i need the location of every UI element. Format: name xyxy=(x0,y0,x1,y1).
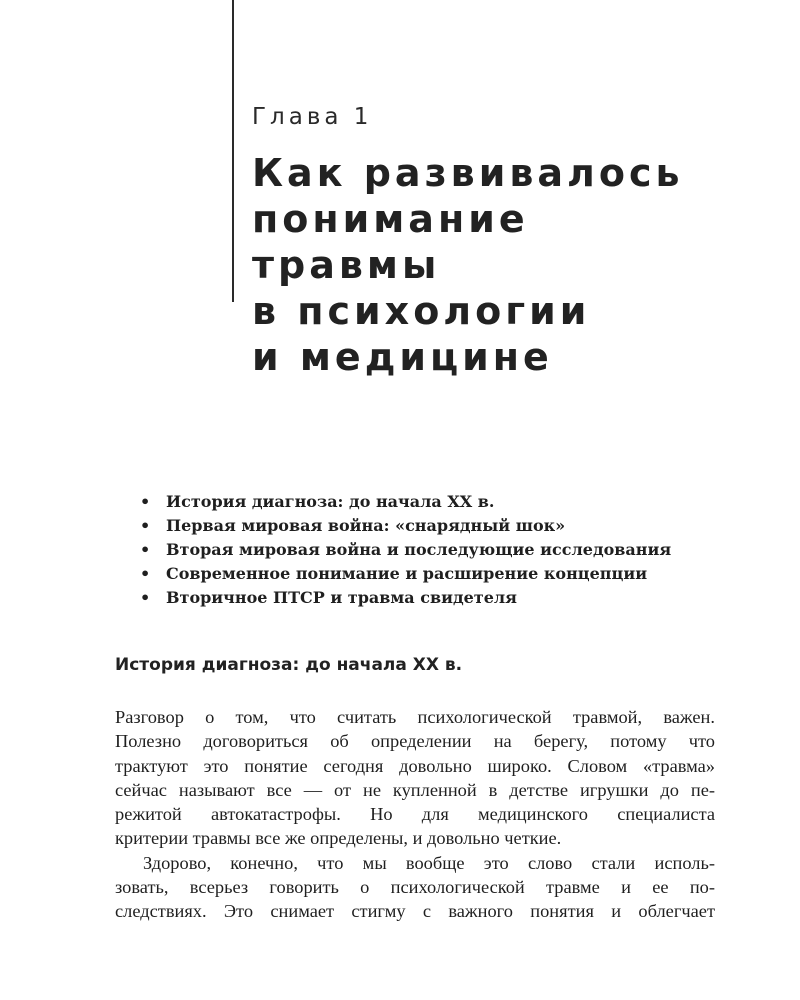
contents-item: • Вторая мировая война и последующие исследования xyxy=(140,538,671,562)
chapter-label: Глава 1 xyxy=(252,104,373,130)
contents-item: • Вторичное ПТСР и травма свидетеля xyxy=(140,586,671,610)
chapter-contents-list xyxy=(140,490,671,610)
text-line: сейчас называют все — от не купленной в детстве игрушки до пе- xyxy=(115,779,715,800)
text-line: следствиях. Это снимает стигму с важного понятия и облегчает xyxy=(115,901,715,922)
chapter-title-line: и медицине xyxy=(252,335,553,379)
text-line: зовать, всерьез говорить о психологической травме и ее по- xyxy=(115,877,715,898)
chapter-title xyxy=(252,150,792,380)
contents-item: • Первая мировая война: «снарядный шок» xyxy=(140,514,671,538)
chapter-title-line: Как развивалось xyxy=(252,151,684,195)
contents-item: • История диагноза: до начала XX в. xyxy=(140,490,671,514)
text-line: Разговор о том, что считать психологической травмой, важен. xyxy=(115,707,715,727)
text-line: критерии травмы все же определены, и довольно четкие. xyxy=(115,828,562,849)
text-line: режитой автокатастрофы. Но для медицинского специалиста xyxy=(115,804,715,825)
contents-item: • Современное понимание и расширение концепции xyxy=(140,562,671,586)
chapter-title-line: понимание xyxy=(252,197,529,241)
paragraph-2 xyxy=(115,851,715,924)
body-text xyxy=(115,705,715,924)
chapter-vertical-rule xyxy=(232,0,234,302)
chapter-title-line: в психологии xyxy=(252,289,591,333)
text-line: Здорово, конечно, что мы вообще это слово стали исполь- xyxy=(143,852,715,873)
chapter-title-line: травмы xyxy=(252,243,441,287)
paragraph-1 xyxy=(115,705,715,851)
text-line: Полезно договориться об определении на берегу, потому что xyxy=(115,731,715,752)
text-line: трактуют это понятие сегодня довольно широко. Словом «травма» xyxy=(115,755,715,776)
section-heading: История диагноза: до начала XX в. xyxy=(115,655,463,675)
